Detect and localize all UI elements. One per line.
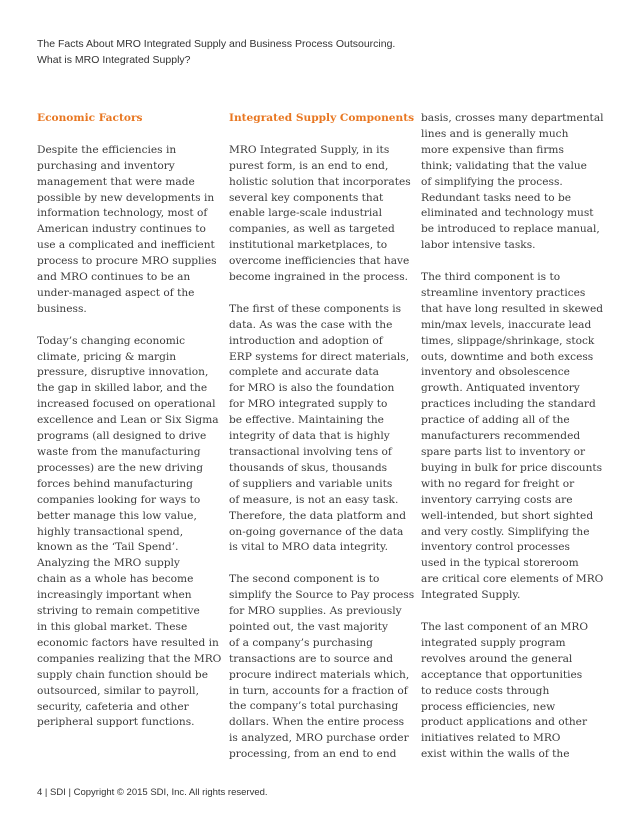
text-line: manufacturers recommended [421, 430, 581, 443]
text-line: climate, pricing & margin [37, 350, 177, 363]
text-line: is vital to MRO data integrity. [229, 541, 388, 554]
text-line: increasingly important when [37, 589, 192, 602]
text-line: purchasing and inventory [37, 159, 175, 172]
text-line: Today’s changing economic [37, 334, 186, 347]
text-line: become ingrained in the process. [229, 271, 409, 284]
text-line: think; validating that the value [421, 159, 587, 172]
text-line: possible by new developments in [37, 191, 215, 204]
header-title: The Facts About MRO Integrated Supply and Business Process Outsourcing. [37, 38, 396, 50]
text-line: The last component of an MRO [421, 620, 589, 633]
text-line: growth. Antiquated inventory [421, 382, 580, 395]
text-line: more expensive than firms [421, 143, 564, 156]
text-line: be introduced to replace manual, [421, 223, 600, 236]
text-line: lines and is generally much [421, 127, 569, 140]
text-line: process to procure MRO supplies [37, 255, 217, 268]
text-line: highly transactional spend, [37, 525, 184, 538]
text-line: buying in bulk for price discounts [421, 461, 603, 474]
text-line: Integrated Supply. [421, 589, 521, 602]
text-line: exist within the walls of the [421, 748, 570, 761]
text-line: dollars. When the entire process [229, 716, 405, 729]
text-line: introduction and adoption of [229, 334, 383, 347]
text-line: Redundant tasks need to be [421, 191, 572, 204]
text-line: economic factors have resulted in [37, 636, 219, 649]
text-line: min/max levels, inaccurate lead [421, 318, 592, 331]
paragraph [421, 111, 604, 254]
text-line: management that were made [37, 175, 195, 188]
text-line: companies realizing that the MRO [37, 652, 222, 665]
text-line: processing, from an end to end [229, 748, 397, 761]
text-line: initiatives related to MRO [421, 732, 561, 745]
text-line: that have long resulted in skewed [421, 302, 603, 315]
header-subtitle: What is MRO Integrated Supply? [37, 54, 191, 66]
text-line: labor intensive tasks. [421, 239, 536, 252]
text-line: supply chain function should be [37, 668, 208, 681]
text-line: business. [37, 302, 87, 315]
text-line: security, cafeteria and other [37, 700, 189, 713]
text-line: the gap in skilled labor, and the [37, 382, 208, 395]
text-line: ERP systems for direct materials, [229, 350, 410, 363]
text-line: waste from the manufacturing [37, 446, 201, 458]
text-line: The third component is to [421, 271, 561, 284]
text-line: on-going governance of the data [229, 525, 404, 538]
text-line: for MRO integrated supply to [229, 398, 388, 411]
text-line: thousands of skus, thousands [229, 461, 388, 474]
text-line: The second component is to [229, 573, 380, 586]
text-line: are critical core elements of MRO [421, 573, 604, 586]
text-line: integrated supply program [421, 636, 566, 649]
text-line: in this global market. These [37, 620, 188, 633]
text-line: product applications and other [421, 716, 588, 729]
text-line: better manage this low value, [37, 509, 197, 522]
text-line: known as the ‘Tail Spend’. [37, 541, 179, 554]
text-line: complete and accurate data [229, 366, 379, 379]
text-line: streamline inventory practices [421, 286, 586, 299]
text-line: for MRO supplies. As previously [229, 605, 402, 618]
page-header [37, 36, 607, 68]
text-line: revolves around the general [421, 652, 573, 665]
text-line: be effective. Maintaining the [229, 414, 384, 427]
text-line: outsourced, similar to payroll, [37, 684, 199, 697]
text-line: process efficiencies, new [421, 700, 556, 713]
text-line: The first of these components is [229, 302, 402, 315]
column-economic-factors [37, 111, 220, 731]
text-line: of measure, is not an easy task. [229, 493, 399, 506]
paragraph [229, 302, 410, 557]
text-line: programs (all designed to drive [37, 430, 207, 443]
text-line: for MRO is also the foundation [229, 382, 395, 395]
text-line: practices including the standard [421, 398, 596, 411]
text-line: simplify the Source to Pay process [229, 589, 415, 602]
text-line: overcome inefficiencies that have [229, 255, 410, 268]
text-line: well-intended, but short sighted [421, 509, 594, 522]
text-line: institutional marketplaces, to [229, 239, 388, 252]
text-line: to reduce costs through [421, 684, 550, 697]
text-line: American industry continues to [37, 223, 206, 236]
paragraph [229, 143, 410, 286]
text-line: chain as a whole has become [37, 573, 194, 586]
text-line: inventory control processes [421, 541, 570, 554]
column-continued [421, 111, 604, 763]
text-line: is analyzed, MRO purchase order [229, 732, 409, 745]
text-line: forces behind manufacturing [37, 477, 193, 490]
section-heading: Economic Factors [37, 112, 143, 124]
section-heading: Integrated Supply Components [229, 112, 415, 124]
text-line: acceptance that opportunities [421, 668, 583, 681]
text-line: enable large-scale industrial [229, 207, 382, 220]
text-line: transactional involving tens of [229, 446, 392, 458]
text-line: several key components that [229, 191, 384, 204]
text-line: excellence and Lean or Six Sigma [37, 414, 219, 427]
text-line: information technology, most of [37, 207, 208, 220]
text-line: Analyzing the MRO supply [37, 557, 180, 570]
text-line: inventory carrying costs are [421, 493, 573, 506]
text-line: in turn, accounts for a fraction of [229, 684, 408, 697]
paragraph [421, 620, 604, 763]
text-line: practice of adding all of the [421, 414, 570, 427]
text-line: Despite the efficiencies in [37, 143, 177, 156]
text-line: processes) are the new driving [37, 461, 203, 474]
text-line: Therefore, the data platform and [229, 509, 407, 522]
text-line: inventory and obsolescence [421, 366, 570, 379]
text-line: of a company’s purchasing [229, 636, 373, 649]
paragraph [421, 270, 604, 604]
text-line: basis, crosses many departmental [421, 112, 604, 124]
text-line: peripheral support functions. [37, 716, 195, 729]
text-line: of simplifying the process. [421, 175, 563, 188]
text-line: of suppliers and variable units [229, 477, 393, 490]
text-line: outs, downtime and both excess [421, 350, 594, 363]
text-line: holistic solution that incorporates [229, 175, 411, 188]
text-line: data. As was the case with the [229, 318, 393, 331]
text-line: purest form, is an end to end, [229, 159, 389, 172]
text-line: and very costly. Simplifying the [421, 525, 590, 538]
text-line: transactions are to source and [229, 652, 394, 665]
text-line: procure indirect materials which, [229, 668, 410, 681]
text-line: MRO Integrated Supply, in its [229, 143, 390, 156]
text-line: striving to remain competitive [37, 605, 200, 618]
text-line: companies, as well as targeted [229, 223, 395, 236]
text-line: pointed out, the vast majority [229, 620, 389, 633]
text-line: increased focused on operational [37, 398, 216, 411]
text-line: the company’s total purchasing [229, 700, 399, 713]
text-line: pressure, disruptive innovation, [37, 366, 209, 379]
column-integrated-supply-components [229, 111, 415, 763]
text-line: eliminated and technology must [421, 207, 594, 220]
paragraph [229, 572, 415, 763]
text-line: with no regard for freight or [421, 477, 575, 490]
paragraph [37, 334, 220, 732]
text-line: used in the typical storeroom [421, 557, 579, 570]
page-footer: 4 | SDI | Copyright © 2015 SDI, Inc. All rights reserved. [37, 787, 268, 798]
text-line: spare parts list to inventory or [421, 446, 586, 459]
text-line: under-managed aspect of the [37, 286, 195, 299]
text-line: companies looking for ways to [37, 493, 201, 506]
paragraph [37, 143, 220, 318]
text-line: and MRO continues to be an [37, 271, 191, 284]
text-line: integrity of data that is highly [229, 430, 390, 443]
text-line: use a complicated and inefficient [37, 239, 215, 252]
text-line: times, slippage/shrinkage, stock [421, 334, 595, 347]
